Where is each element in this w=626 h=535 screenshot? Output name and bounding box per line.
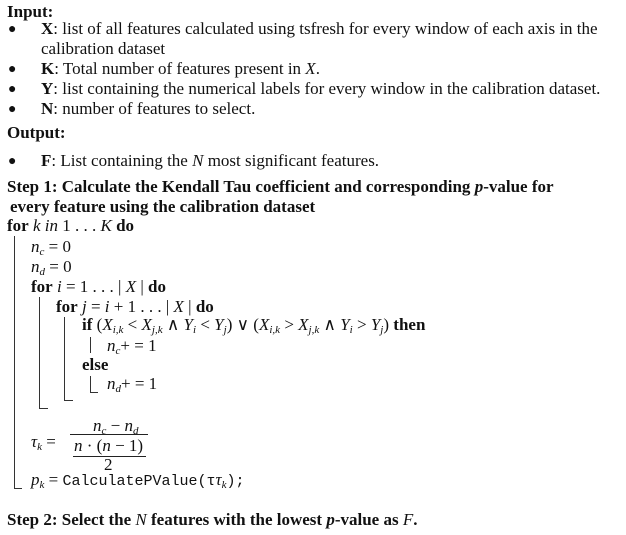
tau-denominator-2: 2 xyxy=(104,455,113,474)
step1-title: Step 1: Calculate the Kendall Tau coefficient and corresponding p-value for xyxy=(7,177,554,196)
input-item-x-cont: calibration dataset xyxy=(41,39,166,58)
output-item-f: F: List containing the N most significant features. xyxy=(41,151,380,170)
outer-loop-bar xyxy=(14,236,15,488)
nd-increment: $n_d+ = 1$ xyxy=(107,374,158,395)
for-k-line: for k in 1 . . . K do xyxy=(7,216,135,235)
else-branch-bar xyxy=(90,376,91,392)
tau-lhs: $\tau_k$ = xyxy=(31,432,56,453)
for-j-bar xyxy=(64,317,65,400)
for-i-bar xyxy=(39,297,40,408)
input-item-k: K: Total number of features present in X. xyxy=(41,59,320,78)
nd-init: $n_d = 0$ xyxy=(31,257,72,278)
for-j-line: for j = i + 1 . . . | X | do xyxy=(56,297,214,316)
else-branch-end xyxy=(90,392,98,393)
if-line: if ($X_{i,k} < X_{j,k}$ ∧ $Y_i < Y_j$) ∨ ($X_{i,k} > X_{j,k}$ ∧ $Y_i > Y_j$) then xyxy=(82,315,426,336)
bullet-icon: ● xyxy=(8,22,17,37)
bullet-icon: ● xyxy=(8,102,17,117)
output-heading: Output: xyxy=(7,123,66,142)
bullet-icon: ● xyxy=(8,82,17,97)
else-keyword: else xyxy=(82,355,109,374)
step2-title: Step 2: Select the N features with the lowest p-value as F. xyxy=(7,510,418,529)
tau-fraction-line xyxy=(70,434,148,435)
for-i-end xyxy=(39,408,48,409)
if-branch-bar xyxy=(90,337,91,353)
bullet-icon: ● xyxy=(8,62,17,77)
pk-line: $p_k$ = $CalculatePValue(\tau\tau_k)$; xyxy=(31,470,245,491)
input-item-y: Y: list containing the numerical labels for every window in the calibration dataset. xyxy=(41,79,601,98)
input-item-n: N: number of features to select. xyxy=(41,99,256,118)
for-j-end xyxy=(64,400,73,401)
input-item-x: X: list of all features calculated using tsfresh for every window of each axis in the xyxy=(41,19,598,38)
step1-title-cont: every feature using the calibration dataset xyxy=(10,197,316,216)
tau-denominator: n · (n − 1) xyxy=(74,436,144,455)
outer-loop-end xyxy=(14,488,22,489)
input-heading: Input: xyxy=(7,2,54,21)
nc-increment: $n_c+ = 1$ xyxy=(107,336,157,357)
for-i-line: for i = 1 . . . | X | do xyxy=(31,277,166,296)
bullet-icon: ● xyxy=(8,154,17,169)
tau-numerator: $n_c - n_d$ xyxy=(93,416,139,437)
nc-init: $n_c = 0$ xyxy=(31,237,71,258)
